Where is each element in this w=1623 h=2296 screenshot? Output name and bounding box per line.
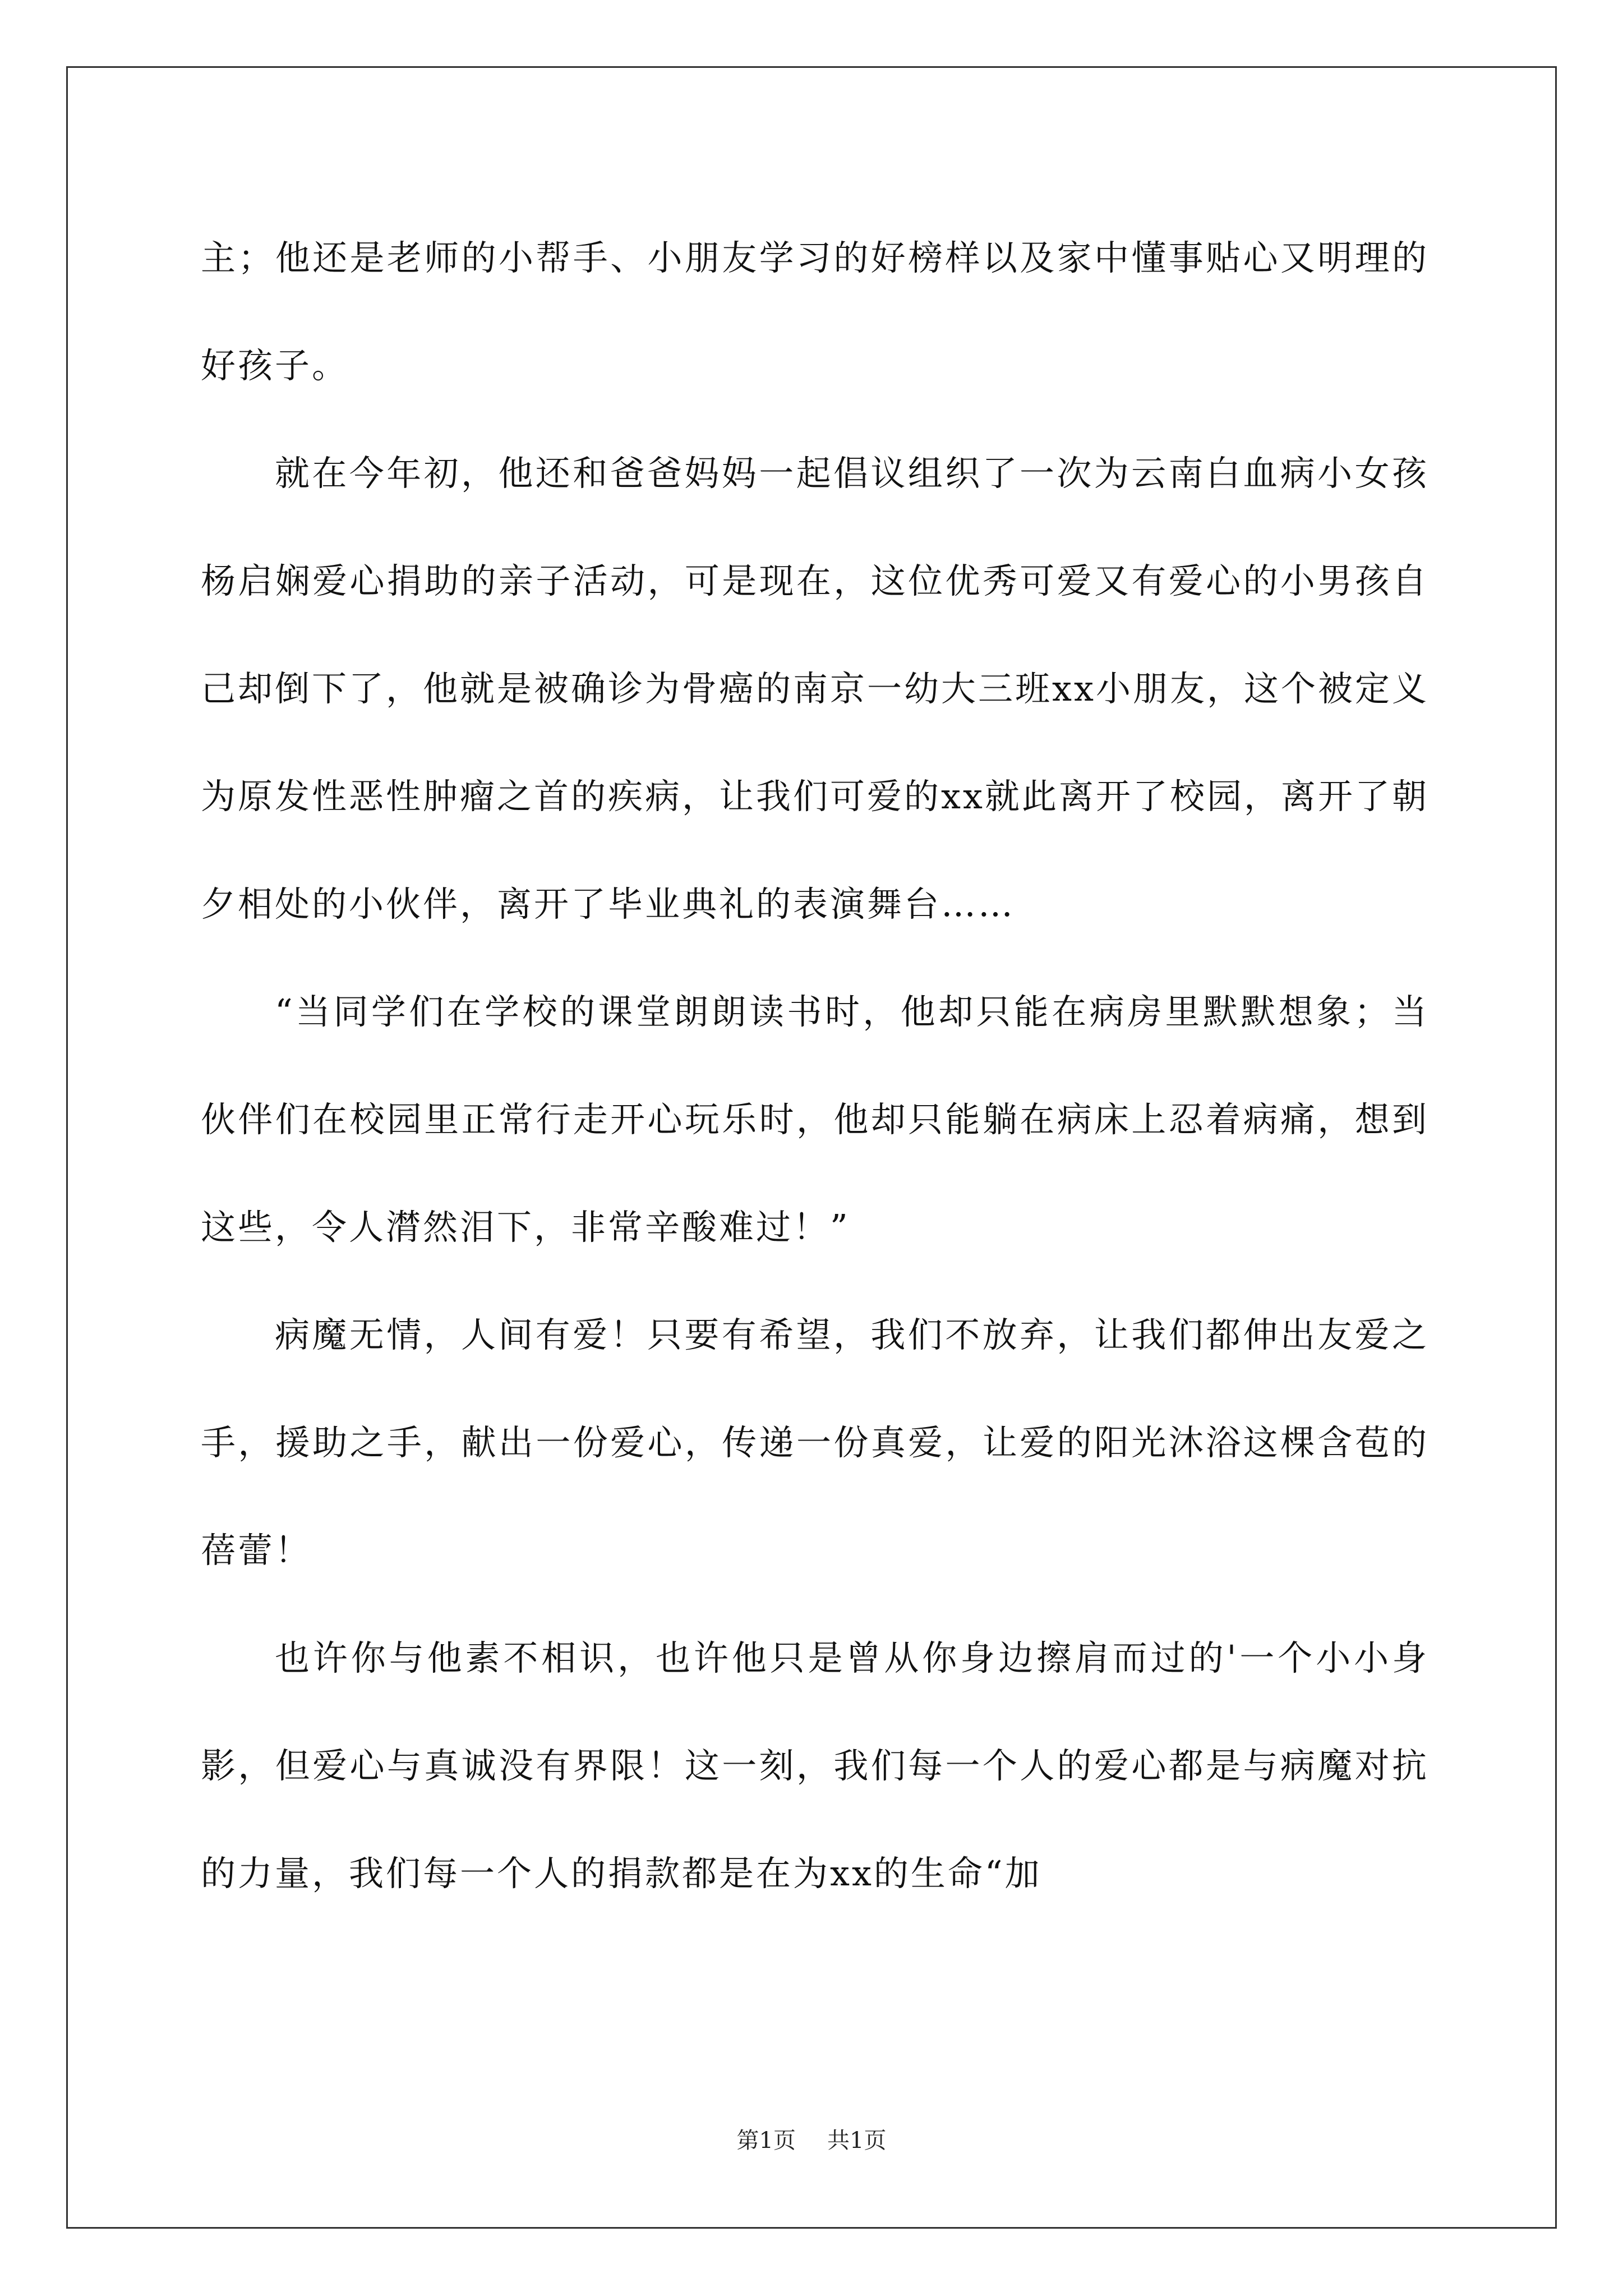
page-number-total: 共1页 xyxy=(827,2128,887,2154)
paragraph-3: “当同学们在学校的课堂朗朗读书时，他却只能在病房里默默想象；当伙伴们在校园里正常行走开心玩乐时，他却只能躺在病床上忍着病痛，想到这些，令人潸然泪下，非常辛酸难过！” xyxy=(201,991,1429,1248)
paragraph-5: 也许你与他素不相识，也许他只是曾从你身边擦肩而过的'一个小小身影，但爱心与真诚没有界限！这一刻，我们每一个人的爱心都是与病魔对抗的力量，我们每一个人的捐款都是在为xx的生命“加 xyxy=(201,1637,1429,1894)
document-body xyxy=(201,204,1429,1927)
page-footer xyxy=(0,2125,1623,2156)
paragraph-4: 病魔无情，人间有爱！只要有希望，我们不放弃，让我们都伸出友爱之手，援助之手，献出一份爱心，传递一份真爱，让爱的阳光沐浴这棵含苞的蓓蕾！ xyxy=(201,1314,1429,1571)
page-number-current: 第1页 xyxy=(736,2128,796,2154)
paragraph-1: 主；他还是老师的小帮手、小朋友学习的好榜样以及家中懂事贴心又明理的好孩子。 xyxy=(201,237,1429,386)
paragraph-2: 就在今年初，他还和爸爸妈妈一起倡议组织了一次为云南白血病小女孩杨启娴爱心捐助的亲子活动，可是现在，这位优秀可爱又有爱心的小男孩自己却倒下了，他就是被确诊为骨癌的南京一幼大三班xx小朋友，这个被定义为原发性恶性肿瘤之首的疾病，让我们可爱的xx就此离开了校园，离开了朝夕相处的小伙伴，离开了毕业典礼的表演舞台…… xyxy=(201,453,1429,924)
